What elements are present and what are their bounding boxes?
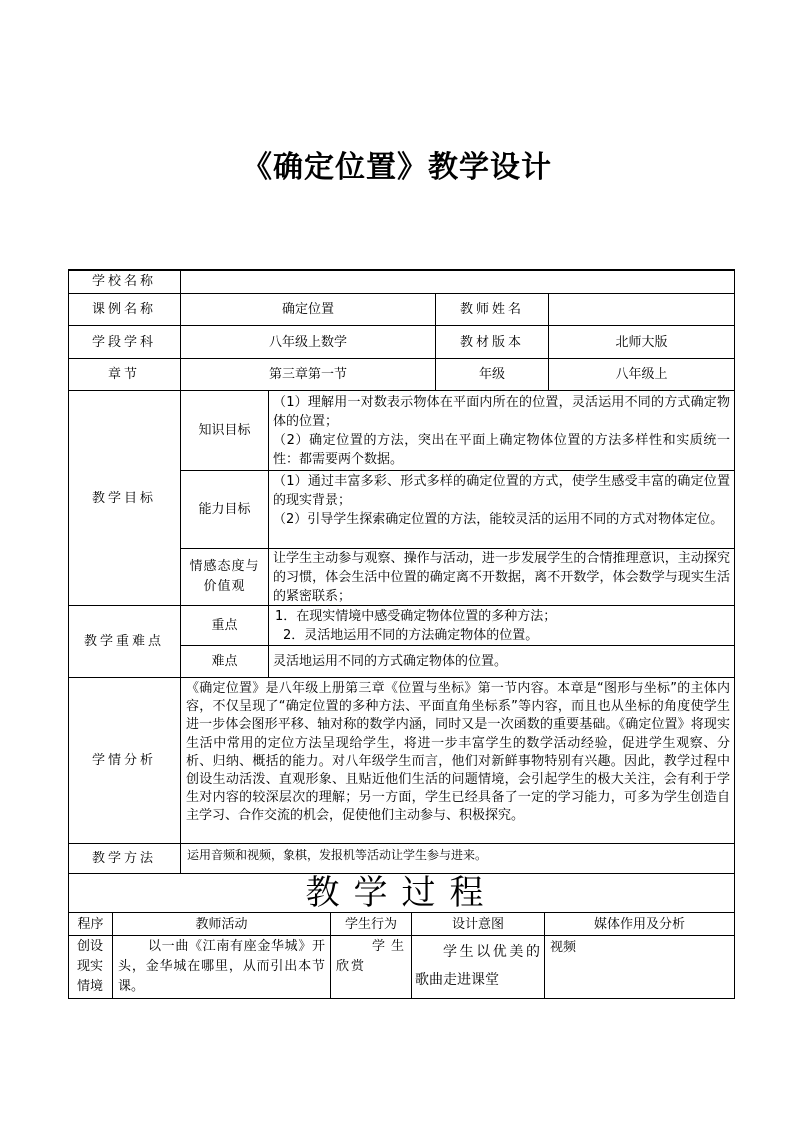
grade-label: 年级 [478, 367, 505, 382]
knowledge-goal-label: 知识目标 [198, 423, 251, 438]
ability-goal-text: （1）通过丰富多彩、形式多样的确定位置的方式，使学生感受丰富的确定位置的现实背景； （2）引导学生探索确定位置的方法，能较灵活的运用不同的方式对物体定位。 [273, 474, 730, 527]
page-title: 《确定位置》教学设计 [242, 150, 552, 185]
method-label: 教学方法 [91, 851, 156, 866]
method-text: 运用音频和视频，象棋，发报机等活动让学生参与进来。 [187, 848, 488, 862]
objectives-label: 教学目标 [91, 490, 156, 506]
difficulty-label: 难点 [211, 654, 238, 669]
chapter-label: 章节 [107, 367, 140, 382]
emotion-goal-label: 情感态度与价值观 [189, 559, 260, 594]
school-value [181, 270, 734, 293]
analysis-label: 学情分析 [91, 753, 156, 768]
process-header-student: 学生行为 [344, 916, 397, 932]
process-header-intent: 设计意图 [451, 916, 504, 932]
course-label: 课例名称 [91, 302, 156, 317]
process-header-teacher: 教师活动 [195, 916, 248, 932]
focus-label: 重点 [211, 618, 238, 633]
focus-line-1: 1．在现实情境中感受确定物体位置的多种方法； [275, 609, 557, 624]
process-student-cell: 学生欣赏 [336, 939, 406, 974]
process-header-step: 程序 [77, 916, 104, 932]
difficulty-text: 灵活地运用不同的方式确定物体的位置。 [273, 654, 508, 669]
grade-value: 八年级上 [615, 367, 668, 382]
teacher-value [549, 294, 734, 325]
process-intent-cell: 学生以优美的歌曲走进课堂 [415, 944, 540, 988]
edition-value: 北师大版 [615, 334, 668, 350]
edition-label: 教材版本 [459, 334, 524, 350]
process-media-cell: 视频 [550, 940, 577, 955]
teacher-label: 教师姓名 [459, 302, 524, 317]
emotion-goal-text: 让学生主动参与观察、操作与活动，进一步发展学生的合情推理意识，主动探究的习惯，体会生活中位置的确定离不开数据，离不开数学，体会数学与现实生活的紧密联系； [273, 551, 730, 604]
chapter-value: 第三章第一节 [268, 367, 347, 382]
school-label: 学校名称 [91, 274, 156, 289]
ability-goal-label: 能力目标 [198, 502, 251, 517]
process-title: 教学过程 [305, 872, 498, 913]
focus-text [269, 606, 734, 645]
knowledge-goal-text: （1）理解用一对数表示物体在平面内所在的位置，灵活运用不同的方式确定物体的位置； （2）确定位置的方法，突出在平面上确定物体位置的方法多样性和实质统一性：都需要两个数据。 [273, 395, 730, 467]
process-header-media: 媒体作用及分析 [593, 916, 685, 932]
analysis-text: 《确定位置》是八年级上册第三章《位置与坐标》第一节内容。本章是“图形与坐标”的主体内容，不仅呈现了“确定位置的多种方法、平面直角坐标系”等内容，而且也从坐标的角度使学生进一步体会图形平移、轴对称的数学内涵，同时又是一次函数的重要基础。《确定位置》将现实生活中常用的定位方法呈现给学生，将进一步丰富学生的数学活动经验，促进学生观察、分析、归纳、概括的能力。对八年级学生而言，他们对新鲜事物特别有兴趣。因此，教学过程中创设生动活泼、直观形象、且贴近他们生活的问题情境，会引起学生的极大关注，会有利于学生对内容的较深层次的理解；另一方面，学生已经具备了一定的学习能力，可多为学生创造自主学习、合作交流的机会，促使他们主动参与、积极探究。 [186, 681, 730, 824]
stage-label: 学段学科 [91, 334, 156, 350]
process-teacher-cell: 以一曲《江南有座金华城》开头，金华城在哪里，从而引出本节课。 [118, 939, 325, 994]
process-step-cell: 创设现实情境 [76, 939, 103, 994]
focus-line-2: 2．灵活地运用不同的方法确定物体的位置。 [283, 628, 539, 643]
stage-value: 八年级上数学 [268, 334, 347, 350]
keypoints-label: 教学重难点 [83, 634, 164, 649]
course-value: 确定位置 [281, 302, 334, 317]
